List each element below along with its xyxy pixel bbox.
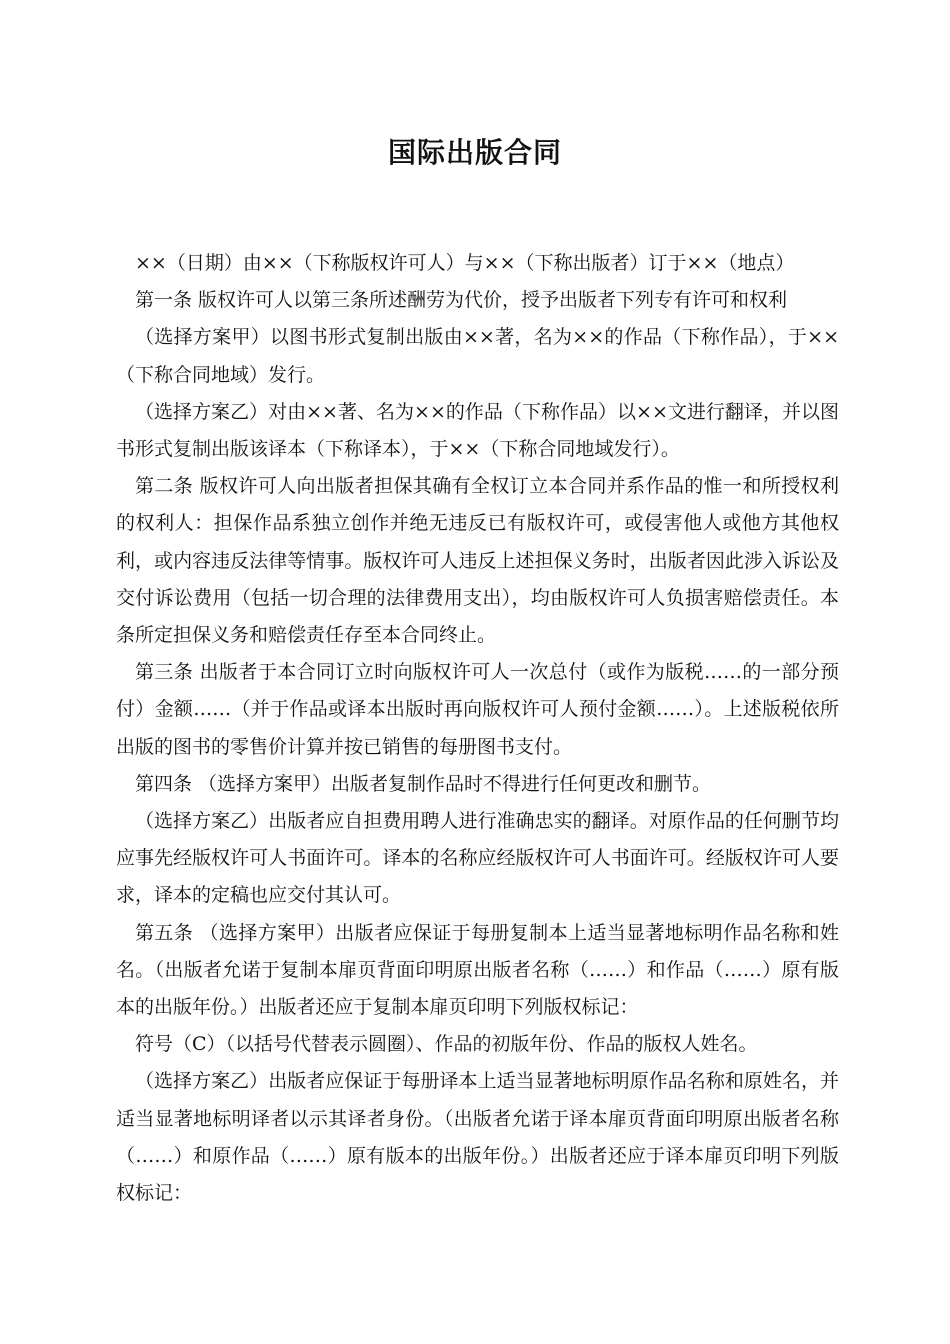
paragraph-article-2: 第二条 版权许可人向出版者担保其确有全权订立本合同并系作品的惟一和所授权利的权利人：担保作品系独立创作并绝无违反已有版权许可，或侵害他人或他方其他权利，或内容违反法律等情事。版权许可人违反上述担保义务时，出版者因此涉入诉讼及交付诉讼费用（包括一切合理的法律费用支出），均由版权许可人负损害赔偿责任。本条所定担保义务和赔偿责任存至本合同终止。 (116, 475, 839, 647)
paragraph-article-1-option-b: （选择方案乙）对由××著、名为××的作品（下称作品）以××文进行翻译，并以图书形式复制出版该译本（下称译本），于××（下称合同地域发行）。 (116, 400, 839, 461)
paragraph-article-5-option-a: 第五条 （选择方案甲）出版者应保证于每册复制本上适当显著地标明作品名称和姓名。（出版者允诺于复制本扉页背面印明原出版者名称（……）和作品（……）原有版本的出版年份。）出版者还应于复制本扉页印明下列版权标记： (116, 921, 839, 1019)
paragraph-preamble: ××（日期）由××（下称版权许可人）与××（下称出版者）订于××（地点） (135, 252, 795, 274)
paragraph-article-3: 第三条 出版者于本合同订立时向版权许可人一次总付（或作为版税……的一部分预付）金额……（并于作品或译本出版时再向版权许可人预付金额……）。上述版税依所出版的图书的零售价计算并按已销售的每册图书支付。 (116, 661, 839, 758)
contract-body (116, 245, 839, 1212)
paragraph-article-1-option-a: （选择方案甲）以图书形式复制出版由××著，名为××的作品（下称作品），于××（下称合同地域）发行。 (116, 326, 839, 386)
paragraph-article-1: 第一条 版权许可人以第三条所述酬劳为代价，授予出版者下列专有许可和权利 (135, 289, 788, 312)
document-title: 国际出版合同 (387, 136, 562, 169)
paragraph-article-5-option-b: （选择方案乙）出版者应保证于每册译本上适当显著地标明原作品名称和原姓名，并适当显著地标明译者以示其译者身份。（出版者允诺于译本扉页背面印明原出版者名称（……）和原作品（……）原有版本的出版年份。）出版者还应于译本扉页印明下列版权标记： (116, 1070, 839, 1205)
paragraph-copyright-notice: 符号（C）（以括号代替表示圆圈）、作品的初版年份、作品的版权人姓名。 (135, 1033, 758, 1056)
paragraph-article-4-option-a: 第四条 （选择方案甲）出版者复制作品时不得进行任何更改和删节。 (135, 772, 712, 795)
paragraph-article-4-option-b: （选择方案乙）出版者应自担费用聘人进行准确忠实的翻译。对原作品的任何删节均应事先经版权许可人书面许可。译本的名称应经版权许可人书面许可。经版权许可人要求，译本的定稿也应交付其认可。 (116, 810, 839, 907)
